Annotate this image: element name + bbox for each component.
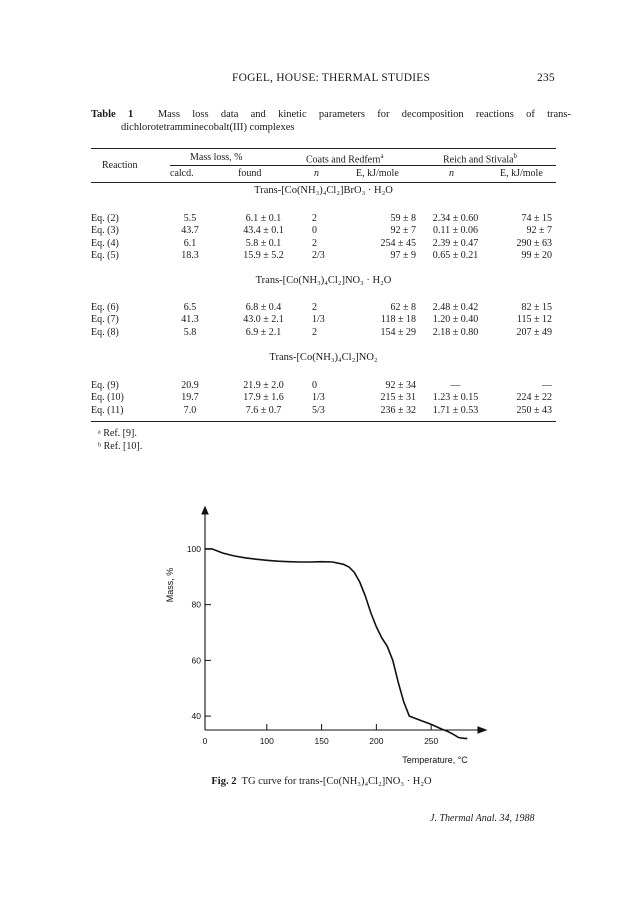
table-top-rule bbox=[91, 148, 556, 149]
table-cell: 236 ± 32 bbox=[380, 404, 416, 416]
table-cell: 7.6 ± 0.7 bbox=[245, 404, 282, 416]
table-cell: 6.5 bbox=[183, 302, 197, 313]
col-head-calcd: calcd. bbox=[170, 168, 194, 179]
table-cell: 5/3 bbox=[312, 404, 325, 416]
y-tick-label: 100 bbox=[186, 543, 201, 554]
x-tick-label: 100 bbox=[259, 736, 274, 746]
table-cell: 2.39 ± 0.47 bbox=[432, 237, 479, 249]
x-tick-label: 200 bbox=[369, 736, 384, 746]
reich-label: Reich and Stivala bbox=[443, 154, 514, 166]
y-tick-label: 40 bbox=[191, 711, 201, 722]
figure-label: Fig. 2 bbox=[211, 776, 237, 787]
table-caption-line2: dichlorotetramminecobalt(III) complexes bbox=[121, 122, 295, 133]
table-cell: 0.65 ± 0.21 bbox=[432, 249, 479, 261]
table-cell: 2 bbox=[312, 302, 317, 313]
table-caption-line1: Mass loss data and kinetic parameters for decomposition reactions of trans- bbox=[157, 109, 572, 120]
table-cell: 43.4 ± 0.1 bbox=[243, 225, 284, 237]
coats-footnote-mark: a bbox=[380, 152, 384, 160]
table-cell: 154 ± 29 bbox=[380, 326, 416, 338]
table-cell: 19.7 bbox=[181, 392, 199, 404]
coats-label: Coats and Redfern bbox=[306, 154, 381, 166]
y-tick-label: 80 bbox=[191, 599, 201, 610]
table-cell: 250 ± 43 bbox=[516, 404, 552, 416]
table-cell: 207 ± 49 bbox=[516, 326, 552, 338]
table-cell: 92 ± 34 bbox=[385, 380, 416, 391]
table-cell: 0 bbox=[312, 225, 317, 237]
col-head-mass-loss: Mass loss, % bbox=[190, 152, 243, 163]
table-cell: 82 ± 15 bbox=[521, 302, 552, 313]
table-cell: 5.5 bbox=[183, 213, 197, 224]
table-cell: 97 ± 9 bbox=[390, 249, 416, 261]
footnote: ᵃ Ref. [9]. bbox=[98, 428, 137, 439]
table-cell: 0 bbox=[312, 380, 317, 391]
table-cell: 1/3 bbox=[312, 392, 325, 404]
table-cell: — bbox=[450, 380, 461, 391]
table-cell: 0.11 ± 0.06 bbox=[432, 225, 479, 237]
x-tick-label: 0 bbox=[202, 736, 208, 746]
table-cell: 18.3 bbox=[181, 249, 199, 261]
row-label: Eq. (4) bbox=[91, 237, 119, 249]
col-head-e-reich: E, kJ/mole bbox=[500, 168, 543, 179]
running-title: FOGEL, HOUSE: THERMAL STUDIES bbox=[232, 72, 431, 84]
reich-footnote-mark: b bbox=[513, 152, 518, 160]
table-cell: 254 ± 45 bbox=[380, 237, 416, 249]
table-cell: 1.20 ± 0.40 bbox=[432, 314, 479, 326]
journal-footer: J. Thermal Anal. 34, 1988 bbox=[430, 813, 535, 824]
col-head-reaction: Reaction bbox=[102, 160, 138, 171]
table-cell: 1/3 bbox=[312, 314, 325, 326]
table-cell: 92 ± 7 bbox=[526, 225, 552, 237]
col-head-n-coats: n bbox=[314, 168, 319, 179]
x-axis-arrow bbox=[478, 727, 486, 733]
table-cell: 2 bbox=[312, 237, 317, 249]
row-label: Eq. (3) bbox=[91, 225, 119, 237]
figure-caption bbox=[0, 776, 643, 787]
col-head-reich bbox=[443, 152, 517, 165]
table-cell: 2.48 ± 0.42 bbox=[432, 302, 479, 313]
x-tick-label: 150 bbox=[314, 736, 329, 746]
table-cell: 74 ± 15 bbox=[521, 213, 552, 224]
table-cell: 92 ± 7 bbox=[390, 225, 416, 237]
table-cell: 59 ± 8 bbox=[390, 213, 416, 224]
x-tick-label: 250 bbox=[424, 736, 439, 746]
y-axis-label: Mass, % bbox=[165, 567, 175, 603]
table-cell: 20.9 bbox=[181, 380, 199, 391]
table-cell: 99 ± 20 bbox=[521, 249, 552, 261]
footnote: ᵇ Ref. [10]. bbox=[98, 441, 143, 452]
table-caption bbox=[91, 108, 571, 134]
figure-caption-text: TG curve for trans-[Co(NH₃)₄Cl₂]NO₃ · H₂O bbox=[241, 776, 432, 787]
table-cell: 43.7 bbox=[181, 225, 199, 237]
page-number: 235 bbox=[537, 72, 555, 84]
row-label: Eq. (11) bbox=[91, 404, 124, 416]
table-cell: 2.34 ± 0.60 bbox=[432, 213, 479, 224]
row-label: Eq. (9) bbox=[91, 380, 119, 391]
table-cell: 6.8 ± 0.4 bbox=[245, 302, 282, 313]
table-cell: 41.3 bbox=[181, 314, 199, 326]
table-cell: 115 ± 12 bbox=[516, 314, 552, 326]
table-cell: 15.9 ± 5.2 bbox=[243, 249, 284, 261]
table-cell: 6.9 ± 2.1 bbox=[245, 326, 282, 338]
table-cell: 2.18 ± 0.80 bbox=[432, 326, 479, 338]
row-label: Eq. (8) bbox=[91, 326, 119, 338]
tg-curve-chart bbox=[150, 505, 500, 770]
table-cell: 5.8 bbox=[183, 326, 197, 338]
table-cell: 1.71 ± 0.53 bbox=[432, 404, 479, 416]
header-bottom-rule bbox=[91, 182, 556, 183]
series-line bbox=[205, 549, 467, 739]
table-label: Table 1 bbox=[91, 109, 134, 120]
x-axis-label: Temperature, °C bbox=[402, 755, 468, 765]
table-cell: 17.9 ± 1.6 bbox=[243, 392, 284, 404]
table-cell: 118 ± 18 bbox=[380, 314, 416, 326]
table-cell: — bbox=[542, 380, 552, 391]
group-title: Trans-[Co(NH₃)₄Cl₂]BrO₃ · H₂O bbox=[254, 185, 393, 196]
col-head-coats bbox=[306, 152, 384, 165]
table-bottom-rule bbox=[91, 421, 556, 422]
table-cell: 2 bbox=[312, 213, 317, 224]
table-cell: 6.1 bbox=[183, 237, 197, 249]
table-cell: 62 ± 8 bbox=[390, 302, 416, 313]
y-tick-label: 60 bbox=[191, 655, 201, 666]
group-title: Trans-[Co(NH₃)₄Cl₂]NO₃ · H₂O bbox=[255, 275, 392, 286]
row-label: Eq. (2) bbox=[91, 213, 119, 224]
table-cell: 21.9 ± 2.0 bbox=[243, 380, 284, 391]
table-cell: 290 ± 63 bbox=[516, 237, 552, 249]
table-cell: 1.23 ± 0.15 bbox=[432, 392, 479, 404]
table-cell: 2/3 bbox=[312, 249, 325, 261]
col-head-n-reich: n bbox=[449, 168, 454, 179]
table-cell: 224 ± 22 bbox=[516, 392, 552, 404]
col-head-e-coats: E, kJ/mole bbox=[356, 168, 399, 179]
group-title: Trans-[Co(NH₃)₄Cl₂]NO₂ bbox=[269, 352, 378, 363]
row-label: Eq. (7) bbox=[91, 314, 119, 326]
y-axis-arrow bbox=[202, 507, 208, 514]
row-label: Eq. (6) bbox=[91, 302, 119, 313]
col-head-found: found bbox=[238, 168, 262, 179]
subheader-rule bbox=[170, 165, 556, 166]
table-cell: 5.8 ± 0.1 bbox=[245, 237, 282, 249]
row-label: Eq. (5) bbox=[91, 249, 119, 261]
row-label: Eq. (10) bbox=[91, 392, 124, 404]
table-cell: 7.0 bbox=[183, 404, 197, 416]
table-cell: 2 bbox=[312, 326, 317, 338]
table-cell: 6.1 ± 0.1 bbox=[245, 213, 282, 224]
table-cell: 43.0 ± 2.1 bbox=[243, 314, 284, 326]
table-cell: 215 ± 31 bbox=[380, 392, 416, 404]
